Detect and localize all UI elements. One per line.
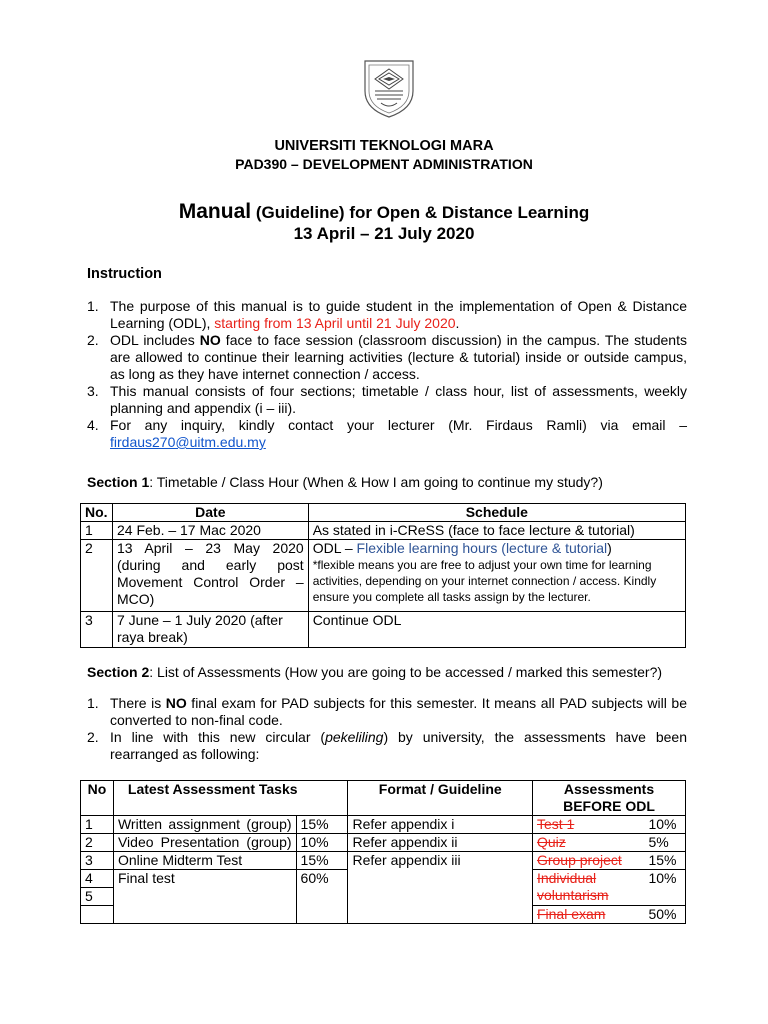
- instruction-list: [87, 298, 687, 451]
- list-item: 4. For any inquiry, kindly contact your lecturer (Mr. Firdaus Ramli) via email – firdaus270@uitm.edu.my: [87, 417, 687, 450]
- table-row: 1 Written assignment (group) 15% Refer appendix i Test 1 10%: [81, 816, 686, 834]
- table-row: 1 24 Feb. – 17 Mac 2020 As stated in i-CReSS (face to face lecture & tutorial): [81, 522, 686, 540]
- assessment-table: [80, 780, 686, 924]
- table-row: 3 Online Midterm Test 15% Refer appendix iii Group project 15%: [81, 852, 686, 870]
- list-item: 2. ODL includes NO face to face session (classroom discussion) in the campus. The students are allowed to continue their learning activities (lecture & tutorial) inside or outside campus, as long as they have internet connection / access.: [87, 332, 687, 382]
- list-item: 1. There is NO final exam for PAD subjects for this semester. It means all PAD subjects will be converted to non-final code.: [87, 695, 687, 728]
- table-header-row: No Latest Assessment Tasks Format / Guideline Assessments BEFORE ODL: [81, 781, 686, 816]
- instruction-heading: Instruction: [87, 266, 162, 282]
- university-name: UNIVERSITI TEKNOLOGI MARA: [274, 138, 494, 154]
- table-header-row: No. Date Schedule: [81, 504, 686, 522]
- list-item: 3. This manual consists of four sections; timetable / class hour, list of assessments, weekly planning and appendix (i – iii).: [87, 383, 687, 416]
- table-row: 2 Video Presentation (group) 10% Refer appendix ii Quiz 5%: [81, 834, 686, 852]
- table-row: 2 13 April – 23 May 2020 (during and early post Movement Control Order – MCO) ODL – Flexible learning hours (lecture & tutorial) *flexible means you are free to adjust your own time for learning activities, depending on your internet connection / access. Kindly ensure you complete all tasks assign by the lecturer.: [81, 540, 686, 612]
- timetable-table: [80, 503, 686, 648]
- course-title: PAD390 – DEVELOPMENT ADMINISTRATION: [235, 156, 533, 172]
- list-item: 1. The purpose of this manual is to guide student in the implementation of Open & Distance Learning (ODL), starting from 13 April until 21 July 2020.: [87, 298, 687, 331]
- section2-heading: Section 2: List of Assessments (How you are going to be accessed / marked this semester?): [87, 664, 663, 680]
- table-row: 4 5 Final test 60% Individual voluntarism 10%: [81, 870, 686, 906]
- document-title: [0, 200, 768, 224]
- document-dates: 13 April – 21 July 2020: [293, 224, 475, 243]
- email-link[interactable]: firdaus270@uitm.edu.my: [110, 434, 266, 450]
- title-rest: (Guideline) for Open & Distance Learning: [251, 203, 590, 222]
- section1-heading: Section 1: Timetable / Class Hour (When & How I am going to continue my study?): [87, 474, 603, 490]
- university-crest-icon: [357, 57, 421, 119]
- table-row: 3 7 June – 1 July 2020 (after raya break) Continue ODL: [81, 612, 686, 648]
- list-item: 2. In line with this new circular (pekeliling) by university, the assessments have been rearranged as following:: [87, 729, 687, 762]
- section2-list: [87, 695, 687, 763]
- title-main: Manual: [178, 200, 252, 223]
- table-row: Final exam 50%: [81, 906, 686, 924]
